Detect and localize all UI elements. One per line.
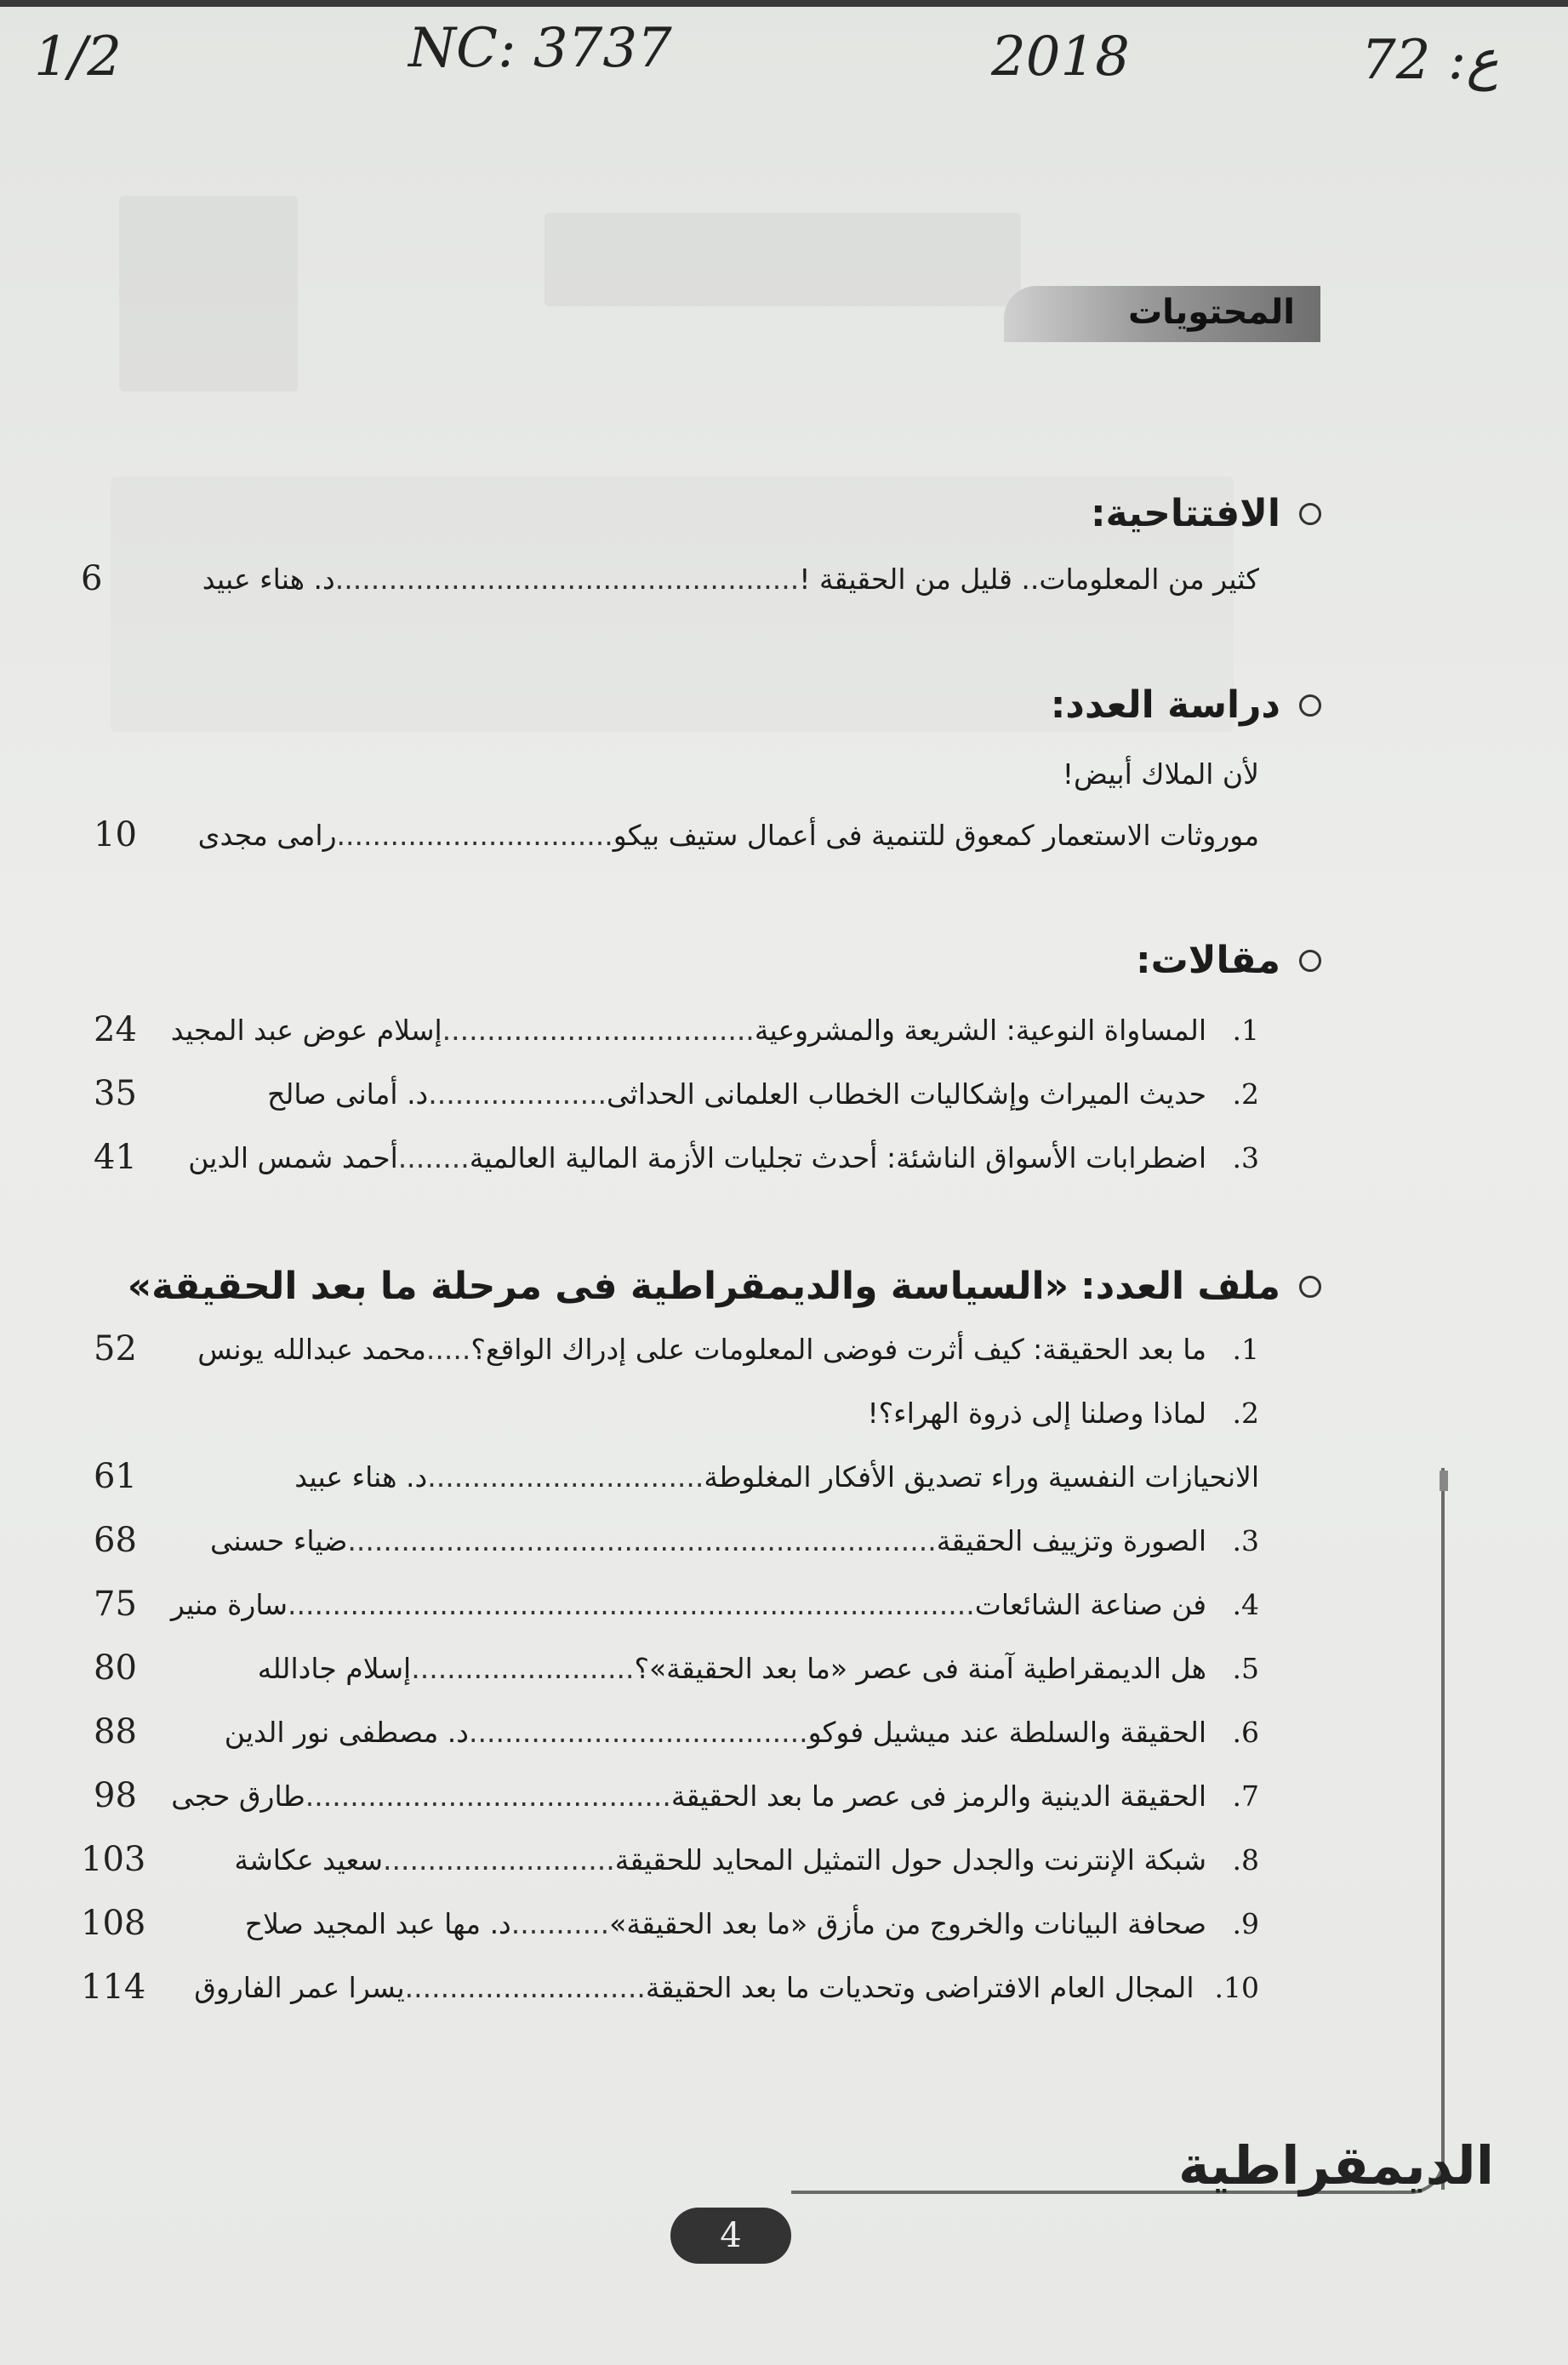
section-file-heading (128, 1265, 1321, 1308)
page-number: 98 (94, 1776, 137, 1815)
page-number: 61 (94, 1457, 137, 1496)
dot-leader: ........................... (404, 1971, 646, 2004)
entry-author: أحمد شمس الدين (188, 1141, 398, 1174)
entry-number: 3. (1232, 1141, 1259, 1174)
toc-entry (81, 1393, 1259, 1444)
dot-leader: ..... (425, 1333, 471, 1366)
toc-entry (81, 1776, 1259, 1827)
page-number: 24 (94, 1010, 137, 1049)
entry-title: شبكة الإنترنت والجدل حول التمثيل المحايد للحقيقة (614, 1843, 1206, 1877)
dot-leader: .................................................... (334, 563, 800, 596)
entry-title: الانحيازات النفسية وراء تصديق الأفكار المغلوطة (704, 1460, 1259, 1494)
entry-number: 7. (1232, 1779, 1259, 1813)
page-number: 68 (94, 1521, 137, 1560)
dot-leader: ............................... (427, 1460, 704, 1494)
entry-text (245, 1907, 1259, 1940)
toc-entry (81, 1585, 1259, 1636)
entry-author: سعيد عكاشة (234, 1843, 384, 1877)
entry-author: ضياء حسنى (210, 1524, 348, 1557)
entry-text (258, 1652, 1259, 1685)
handwritten-code: NC: 3737 (408, 17, 672, 80)
toc-entry (81, 1521, 1259, 1572)
entry-number: 5. (1232, 1652, 1259, 1685)
entry-author: د. هناء عبيد (294, 1460, 428, 1494)
entry-author: طارق حجى (171, 1779, 305, 1813)
entry-author: رامى مجدى (197, 819, 337, 852)
toc-entry (81, 1968, 1259, 2019)
entry-number: 4. (1232, 1588, 1259, 1621)
entry-number: 2. (1232, 1077, 1259, 1111)
dot-leader: ......................... (411, 1652, 635, 1685)
bleed-through-block (119, 196, 298, 391)
dot-leader: ................................... (442, 1014, 755, 1047)
entry-title: المساواة النوعية: الشريعة والمشروعية (754, 1014, 1206, 1047)
toc-entry (81, 1840, 1259, 1891)
contents-title: المحتويات (1127, 293, 1295, 332)
entry-number: 1. (1232, 1333, 1259, 1366)
page-number: 35 (94, 1074, 137, 1113)
entry-title: فن صناعة الشائعات (974, 1588, 1206, 1621)
entry-title: حديث الميراث وإشكاليات الخطاب العلمانى الحداثى (607, 1077, 1206, 1111)
dot-leader: .................... (428, 1077, 607, 1111)
entry-text (294, 1460, 1259, 1494)
circle-bullet-icon (1299, 503, 1321, 525)
circle-bullet-icon (1299, 1276, 1321, 1298)
contents-header-tab (1004, 286, 1320, 342)
entry-text (171, 1014, 1259, 1047)
toc-entry (81, 559, 1259, 610)
entry-author: يسرا عمر الفاروق (194, 1971, 405, 2004)
handwritten-year: 2018 (991, 26, 1130, 89)
dot-leader: .......................... (383, 1843, 615, 1877)
bleed-through-block (545, 213, 1021, 306)
file-theme: «السياسة والديمقراطية فى مرحلة ما بعد الحقيقة» (127, 1265, 1069, 1308)
section-title: ملف العدد: (1080, 1265, 1280, 1308)
entry-text (198, 819, 1259, 852)
toc-entry (81, 1138, 1259, 1189)
toc-entry (81, 1010, 1259, 1061)
circle-bullet-icon (1299, 694, 1321, 717)
dot-leader: ......................................... (305, 1779, 671, 1813)
entry-author: إسلام عوض عبد المجيد (170, 1014, 442, 1047)
entry-author: د. مصطفى نور الدين (224, 1716, 469, 1749)
page-number: 75 (94, 1585, 137, 1624)
circle-bullet-icon (1299, 950, 1321, 972)
page-number: 103 (81, 1840, 146, 1879)
entry-title: موروثات الاستعمار كمعوق للتنمية فى أعمال ستيف بيكو (613, 819, 1259, 852)
entry-number: 8. (1232, 1843, 1259, 1877)
section-title: مقالات: (1135, 939, 1280, 982)
entry-title: الحقيقة الدينية والرمز فى عصر ما بعد الحقيقة (670, 1779, 1206, 1813)
entry-text (202, 563, 1259, 596)
entry-text (867, 1397, 1259, 1430)
page-number-pill: 4 (670, 2208, 791, 2264)
page-number: 108 (81, 1904, 146, 1943)
page-number: 6 (81, 559, 103, 598)
entry-title: لماذا وصلنا إلى ذروة الهراء؟! (867, 1397, 1206, 1430)
toc-entry (81, 1457, 1259, 1508)
entry-title: كثير من المعلومات.. قليل من الحقيقة ! (799, 563, 1259, 596)
toc-entry (81, 1712, 1259, 1763)
entry-title: اضطرابات الأسواق الناشئة: أحدث تجليات الأزمة المالية العالمية (469, 1141, 1206, 1174)
entry-title: الحقيقة والسلطة عند ميشيل فوكو (807, 1716, 1206, 1749)
entry-text (197, 1333, 1259, 1366)
page-frame-cap (1440, 1471, 1448, 1491)
section-study-heading (1051, 683, 1321, 727)
entry-text (267, 1077, 1259, 1111)
entry-number: 10. (1214, 1971, 1259, 2004)
handwritten-part: 1/2 (34, 26, 122, 89)
magazine-logo: الديمقراطية (1178, 2134, 1494, 2196)
entry-text (188, 1141, 1259, 1174)
page-number: 52 (94, 1329, 137, 1368)
entry-author: د. هناء عبيد (202, 563, 335, 596)
entry-author: د. مها عبد المجيد صلاح (244, 1907, 511, 1940)
entry-author: سارة منير (170, 1588, 288, 1621)
dot-leader: .................................................................. (347, 1524, 937, 1557)
section-opening-heading (1091, 492, 1321, 535)
entry-author: إسلام جادالله (257, 1652, 412, 1685)
entry-text (194, 1971, 1259, 2004)
page-number: 88 (94, 1712, 137, 1751)
entry-title: ما بعد الحقيقة: كيف أثرت فوضى المعلومات على إدراك الواقع؟ (470, 1333, 1206, 1366)
section-articles-heading (1136, 939, 1321, 982)
entry-title: الصورة وتزييف الحقيقة (936, 1524, 1206, 1557)
page-frame-line (1441, 1468, 1445, 2190)
entry-number: 1. (1232, 1014, 1259, 1047)
dot-leader: ...................................... (468, 1716, 808, 1749)
dot-leader: ............................... (336, 819, 613, 852)
study-subtitle: لأن الملاك أبيض! (1062, 757, 1259, 791)
page-number: 10 (94, 815, 137, 854)
toc-entry (81, 1329, 1259, 1380)
entry-text (225, 1716, 1259, 1749)
toc-entry (81, 1648, 1259, 1699)
toc-entry (81, 1074, 1259, 1125)
entry-title: صحافة البيانات والخروج من مأزق «ما بعد الحقيقة» (609, 1907, 1206, 1940)
page-number: 41 (94, 1138, 137, 1177)
entry-text (171, 1588, 1259, 1621)
dot-leader: ........... (510, 1907, 610, 1940)
entry-number: 6. (1232, 1716, 1259, 1749)
entry-text (234, 1843, 1259, 1877)
toc-entry (81, 815, 1259, 866)
entry-author: د. أمانى صالح (267, 1077, 429, 1111)
toc-entry (81, 1904, 1259, 1955)
dot-leader: ........ (397, 1141, 470, 1174)
entry-number: 3. (1232, 1524, 1259, 1557)
entry-text (210, 1524, 1259, 1557)
entry-title: المجال العام الافتراضى وتحديات ما بعد الحقيقة (645, 1971, 1195, 2004)
page-number: 114 (81, 1968, 146, 2007)
entry-number: 9. (1232, 1907, 1259, 1940)
handwritten-issue: ع: 72 (1361, 29, 1499, 92)
section-title: دراسة العدد: (1050, 683, 1280, 727)
dot-leader: ............................................................................. (288, 1588, 975, 1621)
entry-number: 2. (1232, 1397, 1259, 1430)
scan-edge (0, 0, 1568, 7)
entry-text (171, 1779, 1259, 1813)
section-title: الافتتاحية: (1090, 492, 1280, 535)
page-number: 80 (94, 1648, 137, 1688)
entry-title: هل الديمقراطية آمنة فى عصر «ما بعد الحقيقة»؟ (634, 1652, 1206, 1685)
entry-author: محمد عبدالله يونس (197, 1333, 426, 1366)
